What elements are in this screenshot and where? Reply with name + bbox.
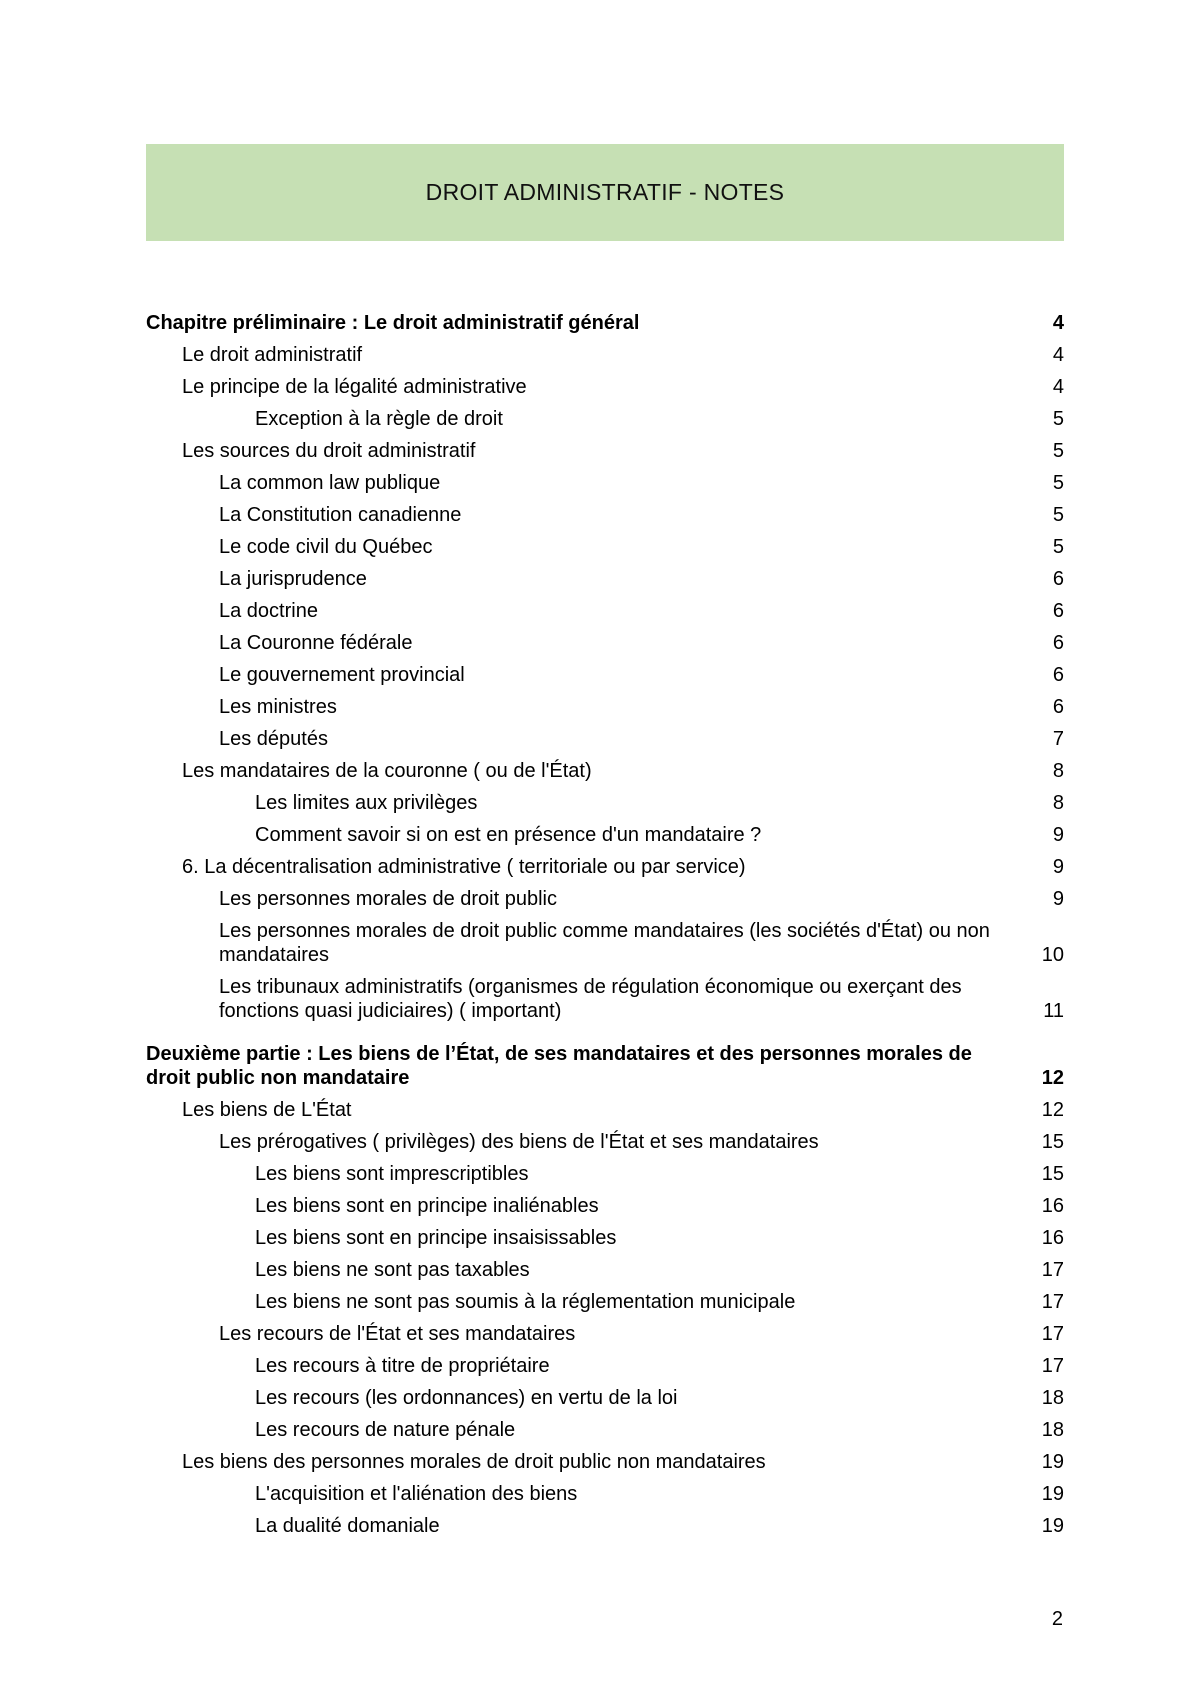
toc-entry-label: Deuxième partie : Les biens de l’État, de ses mandataires et des personnes morales de droit public non mandataire: [146, 1043, 972, 1089]
toc-entry-label: Les biens sont en principe inaliénables: [255, 1195, 599, 1217]
toc-entry-label: Les biens de L'État: [182, 1099, 352, 1121]
toc-entry-label: Les mandataires de la couronne ( ou de l'État): [182, 760, 592, 782]
toc-entry-label: La doctrine: [219, 600, 318, 622]
toc-entry[interactable]: [146, 499, 1064, 531]
toc-entry-page: 5: [1052, 504, 1064, 526]
toc-entry-page: 4: [1052, 312, 1064, 334]
table-of-contents: [146, 307, 1064, 1542]
toc-entry-page: 6: [1052, 600, 1064, 622]
toc-entry[interactable]: [146, 1158, 1064, 1190]
toc-entry[interactable]: [146, 339, 1064, 371]
toc-entry-page: 11: [1043, 1000, 1064, 1022]
toc-entry-page: 12: [1041, 1099, 1064, 1121]
toc-entry[interactable]: [146, 659, 1064, 691]
toc-entry[interactable]: [146, 371, 1064, 403]
toc-entry-page: 15: [1041, 1131, 1064, 1153]
toc-entry[interactable]: [146, 1414, 1064, 1446]
toc-entry-label: 6. La décentralisation administrative ( territoriale ou par service): [182, 856, 746, 878]
toc-entry-page: 5: [1052, 472, 1064, 494]
toc-chapter-heading[interactable]: [146, 1038, 1064, 1094]
toc-entry-page: 5: [1052, 536, 1064, 558]
title-banner: [146, 144, 1064, 241]
toc-entry[interactable]: [146, 1126, 1064, 1158]
toc-entry[interactable]: [146, 563, 1064, 595]
toc-entry[interactable]: [146, 531, 1064, 563]
toc-entry[interactable]: [146, 435, 1064, 467]
toc-entry-page: 17: [1041, 1259, 1064, 1281]
toc-entry-label: Le code civil du Québec: [219, 536, 433, 558]
toc-entry-label: La common law publique: [219, 472, 441, 494]
toc-entry-page: 18: [1041, 1387, 1064, 1409]
toc-entry-page: 12: [1041, 1067, 1064, 1089]
toc-entry-page: 9: [1052, 824, 1064, 846]
toc-entry-label: Le gouvernement provincial: [219, 664, 465, 686]
toc-entry-page: 17: [1041, 1355, 1064, 1377]
toc-entry[interactable]: [146, 1382, 1064, 1414]
toc-entry-label: Les députés: [219, 728, 328, 750]
toc-entry-label: Les ministres: [219, 696, 337, 718]
toc-entry-label: Le droit administratif: [182, 344, 363, 366]
toc-entry-label: Les recours de nature pénale: [255, 1419, 516, 1441]
toc-entry[interactable]: [146, 1190, 1064, 1222]
toc-entry[interactable]: [146, 1350, 1064, 1382]
toc-entry[interactable]: [146, 691, 1064, 723]
toc-chapter-heading[interactable]: [146, 307, 1064, 339]
toc-entry[interactable]: [146, 627, 1064, 659]
toc-entry-label: Les recours (les ordonnances) en vertu de la loi: [255, 1387, 678, 1409]
toc-entry-label: La Constitution canadienne: [219, 504, 462, 526]
toc-entry-label: Les limites aux privilèges: [255, 792, 478, 814]
toc-entry-label: Exception à la règle de droit: [255, 408, 503, 430]
toc-entry-page: 4: [1052, 376, 1064, 398]
toc-entry-page: 16: [1041, 1195, 1064, 1217]
toc-entry-label: Les prérogatives ( privilèges) des biens de l'État et ses mandataires: [219, 1131, 819, 1153]
toc-entry-page: 6: [1052, 664, 1064, 686]
toc-entry-label: Les tribunaux administratifs (organismes de régulation économique ou exerçant des fonctions quasi judiciaires) ( important): [219, 976, 962, 1022]
toc-entry-page: 19: [1041, 1483, 1064, 1505]
toc-entry[interactable]: [146, 595, 1064, 627]
toc-entry[interactable]: [146, 1318, 1064, 1350]
toc-entry-page: 6: [1052, 696, 1064, 718]
toc-entry-page: 9: [1052, 856, 1064, 878]
toc-entry-label: Chapitre préliminaire : Le droit administratif général: [146, 312, 640, 334]
toc-entry-label: Les sources du droit administratif: [182, 440, 476, 462]
toc-entry[interactable]: [146, 915, 1064, 971]
toc-entry[interactable]: [146, 755, 1064, 787]
toc-entry-label: Les personnes morales de droit public comme mandataires (les sociétés d'État) ou non mandataires: [219, 920, 990, 966]
toc-entry-label: Les biens sont en principe insaisissables: [255, 1227, 617, 1249]
toc-entry-label: Les biens ne sont pas soumis à la réglementation municipale: [255, 1291, 796, 1313]
toc-entry[interactable]: [146, 1478, 1064, 1510]
toc-entry[interactable]: [146, 1286, 1064, 1318]
toc-entry-page: 15: [1041, 1163, 1064, 1185]
toc-entry[interactable]: [146, 723, 1064, 755]
toc-entry-label: La jurisprudence: [219, 568, 367, 590]
toc-entry-label: Comment savoir si on est en présence d'un mandataire ?: [255, 824, 762, 846]
toc-entry-label: Les biens ne sont pas taxables: [255, 1259, 530, 1281]
toc-entry[interactable]: [146, 1446, 1064, 1478]
toc-entry-label: Les recours de l'État et ses mandataires: [219, 1323, 576, 1345]
toc-entry-page: 5: [1052, 440, 1064, 462]
toc-entry[interactable]: [146, 883, 1064, 915]
toc-entry-page: 9: [1052, 888, 1064, 910]
toc-entry[interactable]: [146, 971, 1064, 1027]
toc-entry-page: 18: [1041, 1419, 1064, 1441]
toc-entry-label: Les biens sont imprescriptibles: [255, 1163, 529, 1185]
toc-entry-page: 19: [1041, 1451, 1064, 1473]
toc-entry-label: Les personnes morales de droit public: [219, 888, 557, 910]
toc-entry-label: Le principe de la légalité administrative: [182, 376, 527, 398]
toc-entry-label: Les biens des personnes morales de droit public non mandataires: [182, 1451, 766, 1473]
toc-entry[interactable]: [146, 403, 1064, 435]
toc-entry[interactable]: [146, 1254, 1064, 1286]
toc-entry-page: 8: [1052, 760, 1064, 782]
toc-entry[interactable]: [146, 851, 1064, 883]
toc-entry[interactable]: [146, 819, 1064, 851]
toc-entry[interactable]: [146, 1094, 1064, 1126]
toc-entry-page: 19: [1041, 1515, 1064, 1537]
document-title: DROIT ADMINISTRATIF - NOTES: [425, 179, 785, 205]
toc-entry[interactable]: [146, 1222, 1064, 1254]
toc-entry-page: 4: [1052, 344, 1064, 366]
toc-entry-page: 10: [1041, 944, 1064, 966]
toc-entry[interactable]: [146, 467, 1064, 499]
toc-entry-page: 6: [1052, 568, 1064, 590]
page-number: 2: [1051, 1608, 1063, 1630]
toc-entry-label: La dualité domaniale: [255, 1515, 440, 1537]
toc-entry-page: 7: [1052, 728, 1064, 750]
toc-entry[interactable]: [146, 1510, 1064, 1542]
toc-entry[interactable]: [146, 787, 1064, 819]
toc-entry-page: 17: [1041, 1291, 1064, 1313]
toc-entry-label: La Couronne fédérale: [219, 632, 413, 654]
toc-entry-page: 17: [1041, 1323, 1064, 1345]
toc-entry-label: L'acquisition et l'aliénation des biens: [255, 1483, 578, 1505]
toc-entry-page: 6: [1052, 632, 1064, 654]
toc-entry-page: 16: [1041, 1227, 1064, 1249]
toc-entry-page: 8: [1052, 792, 1064, 814]
toc-entry-page: 5: [1052, 408, 1064, 430]
toc-entry-label: Les recours à titre de propriétaire: [255, 1355, 550, 1377]
